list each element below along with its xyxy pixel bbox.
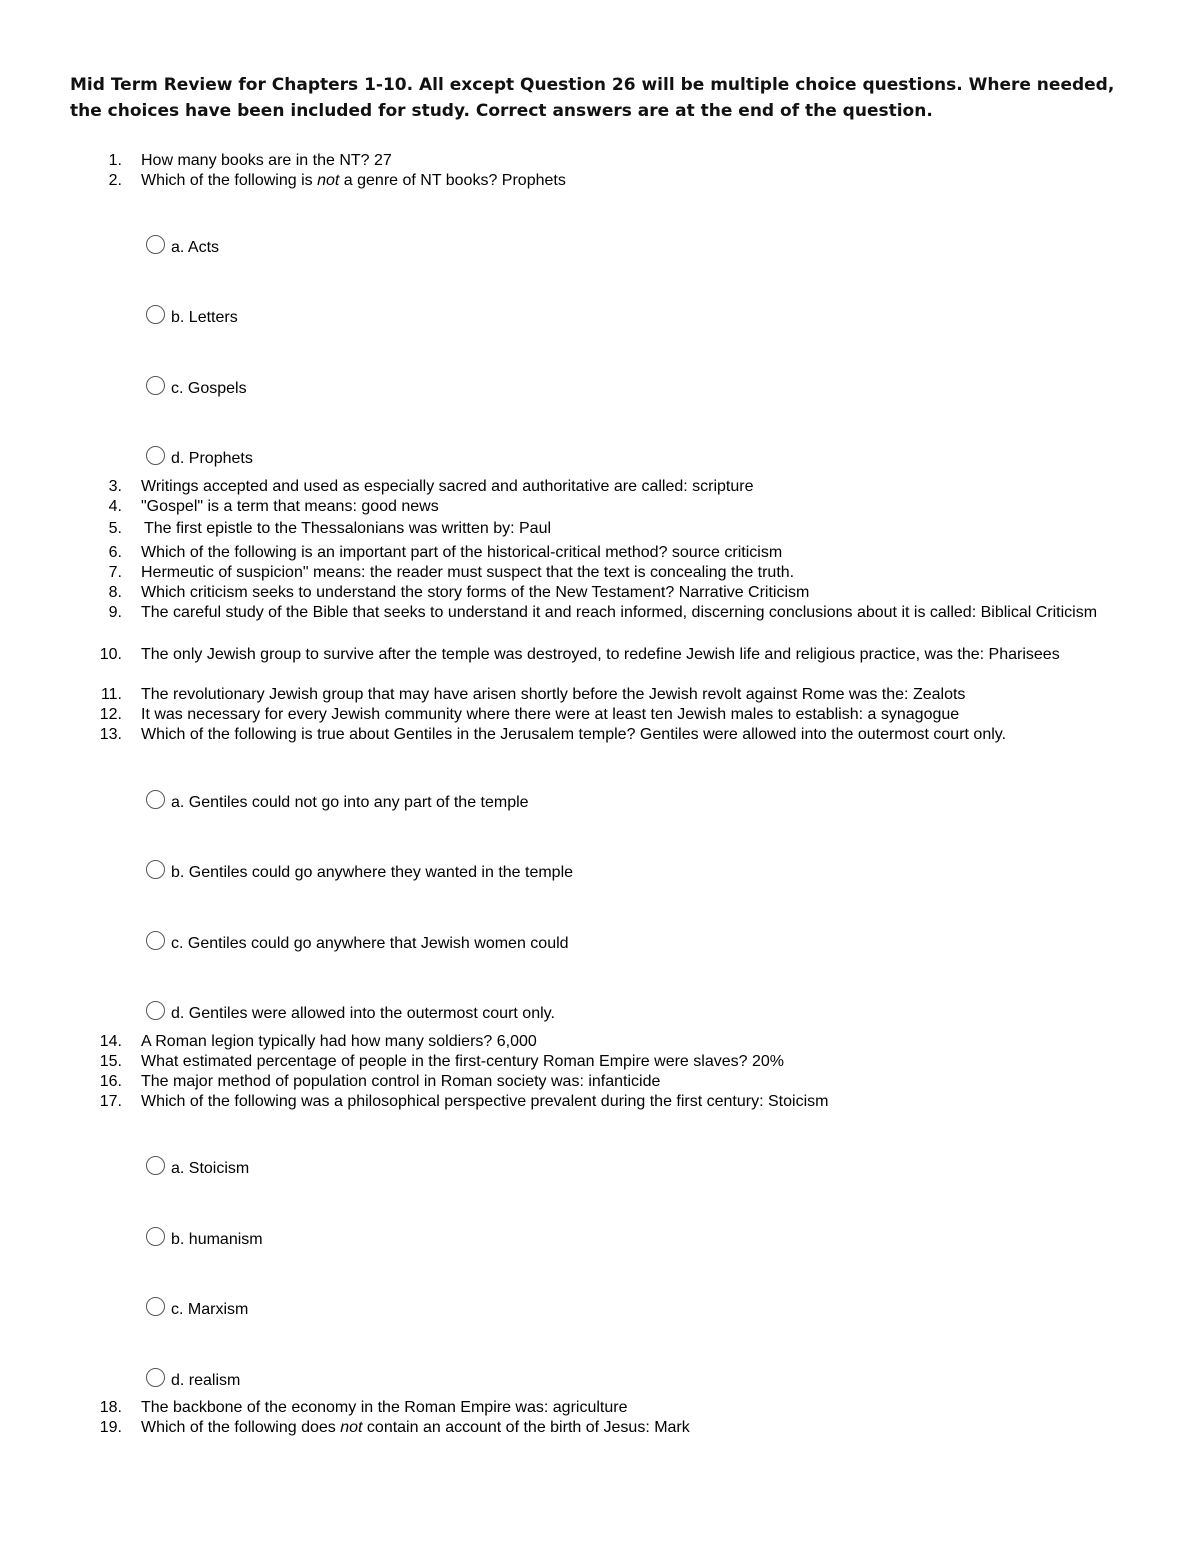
question-text: The careful study of the Bible that seeks to understand it and reach informed, discerning conclusions about it is called: Biblical Criticism <box>141 604 1098 621</box>
question-number: 9. <box>108 604 122 621</box>
question-number: 5. <box>108 520 122 537</box>
radio-button-icon[interactable] <box>146 931 165 950</box>
question-number: 10. <box>99 646 122 663</box>
choice-q2-a[interactable] <box>146 236 219 260</box>
question-text: The revolutionary Jewish group that may have arisen shortly before the Jewish revolt against Rome was the: Zealots <box>141 686 966 703</box>
choice-q17-d[interactable] <box>146 1369 240 1393</box>
radio-button-icon[interactable] <box>146 1297 165 1316</box>
question-text: What estimated percentage of people in the first-century Roman Empire were slaves? 20% <box>141 1053 784 1070</box>
radio-button-icon[interactable] <box>146 446 165 465</box>
question-number: 13. <box>99 726 122 743</box>
choice-label: b. Gentiles could go anywhere they wanted in the temple <box>171 864 574 881</box>
question-number: 14. <box>99 1033 122 1050</box>
choice-q2-c[interactable] <box>146 377 247 401</box>
question-text: The backbone of the economy in the Roman Empire was: agriculture <box>141 1399 628 1416</box>
question-text: Which of the following is an important part of the historical-critical method? source criticism <box>141 544 783 561</box>
choice-q17-b[interactable] <box>146 1228 263 1252</box>
choice-q2-d[interactable] <box>146 447 253 471</box>
question-number: 2. <box>108 172 122 189</box>
question-text: It was necessary for every Jewish community where there were at least ten Jewish males to establish: a synagogue <box>141 706 960 723</box>
choice-label: a. Gentiles could not go into any part of the temple <box>171 794 529 811</box>
question-text: Which criticism seeks to understand the story forms of the New Testament? Narrative Criticism <box>141 584 810 601</box>
choice-label: c. Gospels <box>171 380 247 397</box>
choice-q17-c[interactable] <box>146 1298 248 1322</box>
question-number: 7. <box>108 564 122 581</box>
choice-q13-b[interactable] <box>146 861 573 885</box>
question-text: "Gospel" is a term that means: good news <box>141 498 439 515</box>
question-text: A Roman legion typically had how many soldiers? 6,000 <box>141 1033 537 1050</box>
choice-label: d. Gentiles were allowed into the outermost court only. <box>171 1005 555 1022</box>
choice-q13-a[interactable] <box>146 791 529 815</box>
question-text: Which of the following is true about Gentiles in the Jerusalem temple? Gentiles were allowed into the outermost court only. <box>141 726 1007 743</box>
choice-label: a. Acts <box>171 239 220 256</box>
question-number: 12. <box>99 706 122 723</box>
choice-label: b. humanism <box>171 1231 263 1248</box>
question-text: Writings accepted and used as especially sacred and authoritative are called: scripture <box>141 478 754 495</box>
page-heading: Mid Term Review for Chapters 1-10. All except Question 26 will be multiple choice questions. Where needed, the choices have been included for study. Correct answers are at the end of the question. <box>70 75 1115 121</box>
question-number: 11. <box>100 686 122 703</box>
choice-label: a. Stoicism <box>171 1160 250 1177</box>
choice-q13-c[interactable] <box>146 932 569 956</box>
question-text: The major method of population control in Roman society was: infanticide <box>141 1073 661 1090</box>
radio-button-icon[interactable] <box>146 860 165 879</box>
question-number: 1. <box>108 152 122 169</box>
choice-q13-d[interactable] <box>146 1002 555 1026</box>
radio-button-icon[interactable] <box>146 1156 165 1175</box>
choice-label: c. Gentiles could go anywhere that Jewish women could <box>171 935 569 952</box>
question-text: The only Jewish group to survive after the temple was destroyed, to redefine Jewish life and religious practice, was the: Pharisees <box>141 646 1060 663</box>
radio-button-icon[interactable] <box>146 376 165 395</box>
question-number: 15. <box>99 1053 122 1070</box>
radio-button-icon[interactable] <box>146 1227 165 1246</box>
choice-label: b. Letters <box>171 309 238 326</box>
question-number: 17. <box>99 1093 122 1110</box>
question-number: 4. <box>108 498 122 515</box>
question-number: 8. <box>108 584 122 601</box>
choice-q2-b[interactable] <box>146 306 238 330</box>
question-text: The first epistle to the Thessalonians was written by: Paul <box>144 520 552 537</box>
question-text: Which of the following was a philosophical perspective prevalent during the first century: Stoicism <box>141 1093 829 1110</box>
question-text: Hermeutic of suspicion" means: the reader must suspect that the text is concealing the truth. <box>141 564 795 581</box>
question-text: Which of the following does not contain an account of the birth of Jesus: Mark <box>141 1419 690 1436</box>
choice-label: d. realism <box>171 1372 241 1389</box>
radio-button-icon[interactable] <box>146 790 165 809</box>
choice-q17-a[interactable] <box>146 1157 249 1181</box>
question-number: 18. <box>99 1399 122 1416</box>
radio-button-icon[interactable] <box>146 305 165 324</box>
radio-button-icon[interactable] <box>146 235 165 254</box>
question-number: 3. <box>108 478 122 495</box>
question-text: Which of the following is not a genre of NT books? Prophets <box>141 172 566 189</box>
radio-button-icon[interactable] <box>146 1001 165 1020</box>
question-number: 16. <box>99 1073 122 1090</box>
radio-button-icon[interactable] <box>146 1368 165 1387</box>
question-number: 6. <box>108 544 122 561</box>
choice-label: c. Marxism <box>171 1301 249 1318</box>
choice-label: d. Prophets <box>171 450 253 467</box>
question-text: How many books are in the NT? 27 <box>141 152 392 169</box>
question-number: 19. <box>99 1419 122 1436</box>
